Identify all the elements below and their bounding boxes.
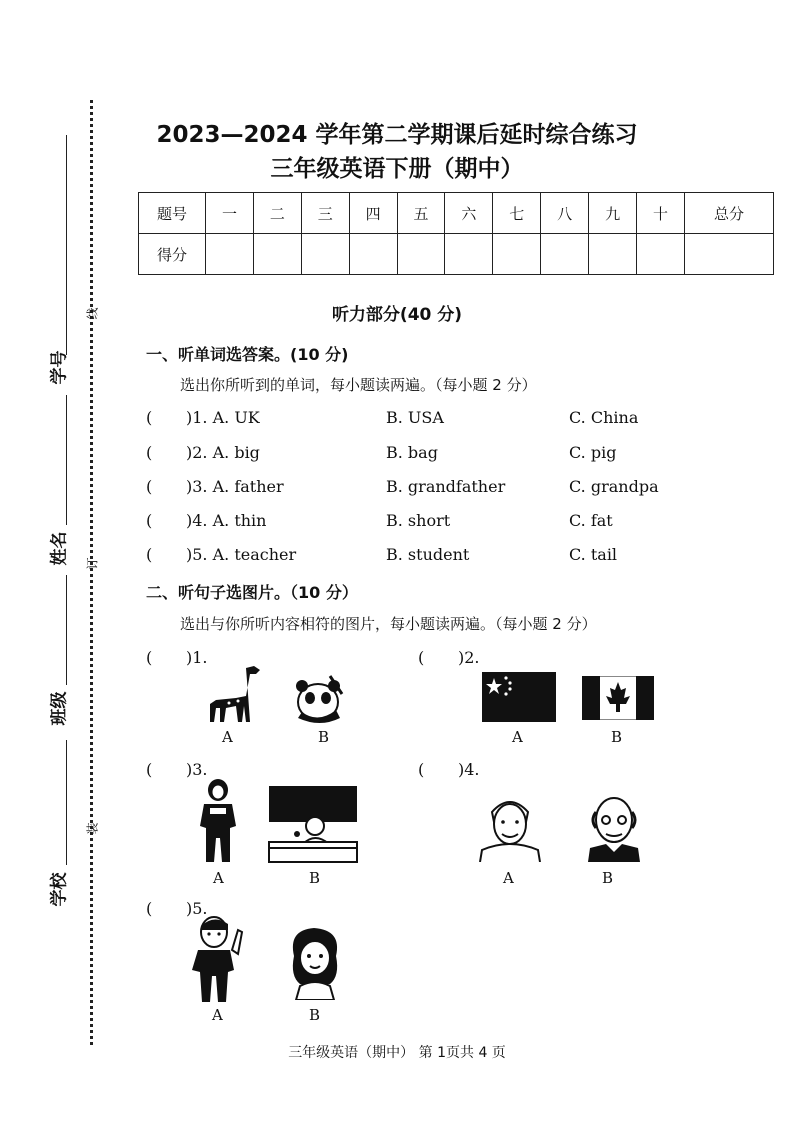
option-a-label: A bbox=[503, 869, 514, 887]
section1-instruction: 选出你所听到的单词，每小题读两遍。（每小题 2 分） bbox=[180, 376, 537, 394]
panda-icon bbox=[290, 672, 348, 724]
question-4-option-b: B. short bbox=[386, 511, 451, 530]
table-cell: 题号 bbox=[139, 193, 206, 234]
old-man-icon bbox=[584, 790, 644, 862]
exam-subtitle: 三年级英语下册（期中） bbox=[270, 156, 524, 182]
option-b-label: B bbox=[309, 1006, 321, 1024]
section2-instruction: 选出与你所听内容相符的图片，每小题读两遍。（每小题 2 分） bbox=[180, 615, 597, 633]
question-1-option-a: )1. A. UK bbox=[186, 408, 260, 427]
option-b-label: B bbox=[611, 728, 623, 746]
binding-mark-line: 线 bbox=[85, 307, 100, 320]
section1-title: 一、听单词选答案。(10 分) bbox=[146, 345, 349, 364]
score-cell[interactable] bbox=[397, 234, 445, 275]
student-id-label: 学号 bbox=[49, 350, 70, 385]
answer-paren: ( bbox=[146, 899, 153, 918]
name-line bbox=[66, 395, 67, 525]
answer-paren: ( bbox=[418, 760, 425, 779]
answer-paren: ( bbox=[146, 477, 153, 496]
teacher-at-desk-icon bbox=[267, 784, 359, 864]
picture-question-4-number: )4. bbox=[458, 760, 480, 779]
answer-paren: ( bbox=[146, 443, 153, 462]
score-cell[interactable] bbox=[253, 234, 301, 275]
option-b-label: B bbox=[318, 728, 330, 746]
score-table-header-row bbox=[139, 193, 774, 234]
score-cell[interactable] bbox=[541, 234, 589, 275]
answer-paren: ( bbox=[146, 511, 153, 530]
class-line bbox=[66, 575, 67, 685]
score-cell[interactable] bbox=[493, 234, 541, 275]
school-label: 学校 bbox=[49, 872, 70, 907]
table-cell: 二 bbox=[253, 193, 301, 234]
binding-mark-staple: 订 bbox=[85, 557, 100, 570]
question-2-option-c: C. pig bbox=[569, 443, 617, 462]
option-a-label: A bbox=[212, 1006, 223, 1024]
class-label: 班级 bbox=[49, 691, 70, 726]
table-cell: 八 bbox=[541, 193, 589, 234]
woman-icon bbox=[196, 778, 242, 864]
table-cell: 十 bbox=[637, 193, 685, 234]
score-cell[interactable] bbox=[301, 234, 349, 275]
question-1-option-c: C. China bbox=[569, 408, 639, 427]
score-cell[interactable] bbox=[349, 234, 397, 275]
section2-title: 二、听句子选图片。（10 分） bbox=[146, 583, 358, 602]
table-cell: 七 bbox=[493, 193, 541, 234]
binding-mark-bind: 装 bbox=[85, 822, 100, 835]
option-a-label: A bbox=[512, 728, 523, 746]
question-5-option-a: )5. A. teacher bbox=[186, 545, 297, 564]
option-a-label: A bbox=[213, 869, 224, 887]
picture-question-3-number: )3. bbox=[186, 760, 208, 779]
picture-question-5-number: )5. bbox=[186, 899, 208, 918]
question-3-option-a: )3. A. father bbox=[186, 477, 284, 496]
answer-paren: ( bbox=[146, 408, 153, 427]
girl-icon bbox=[286, 926, 344, 1000]
table-cell: 总分 bbox=[685, 193, 774, 234]
picture-question-2-number: )2. bbox=[458, 648, 480, 667]
boy-icon bbox=[188, 914, 248, 1004]
score-cell[interactable] bbox=[685, 234, 774, 275]
score-cell[interactable] bbox=[206, 234, 254, 275]
option-b-label: B bbox=[602, 869, 614, 887]
question-2-option-a: )2. A. big bbox=[186, 443, 260, 462]
table-cell: 四 bbox=[349, 193, 397, 234]
binding-dotted-line bbox=[90, 100, 93, 1045]
table-cell: 三 bbox=[301, 193, 349, 234]
question-5-option-b: B. student bbox=[386, 545, 470, 564]
answer-paren: ( bbox=[146, 545, 153, 564]
question-2-option-b: B. bag bbox=[386, 443, 438, 462]
question-3-option-c: C. grandpa bbox=[569, 477, 659, 496]
table-cell: 得分 bbox=[139, 234, 206, 275]
name-label: 姓名 bbox=[49, 531, 70, 566]
score-cell[interactable] bbox=[589, 234, 637, 275]
young-man-icon bbox=[478, 794, 542, 862]
listening-heading: 听力部分(40 分) bbox=[331, 305, 463, 325]
table-cell: 一 bbox=[206, 193, 254, 234]
question-3-option-b: B. grandfather bbox=[386, 477, 506, 496]
question-4-option-a: )4. A. thin bbox=[186, 511, 267, 530]
option-a-label: A bbox=[222, 728, 233, 746]
canada-flag-icon bbox=[582, 676, 654, 720]
question-4-option-c: C. fat bbox=[569, 511, 613, 530]
china-flag-icon bbox=[482, 672, 556, 722]
score-table bbox=[138, 192, 774, 275]
answer-paren: ( bbox=[146, 648, 153, 667]
page-footer: 三年级英语（期中） 第 1页共 4 页 bbox=[288, 1045, 506, 1061]
answer-paren: ( bbox=[146, 760, 153, 779]
table-cell: 六 bbox=[445, 193, 493, 234]
score-cell[interactable] bbox=[445, 234, 493, 275]
table-cell: 五 bbox=[397, 193, 445, 234]
school-line bbox=[66, 740, 67, 865]
score-cell[interactable] bbox=[637, 234, 685, 275]
question-1-option-b: B. USA bbox=[386, 408, 444, 427]
table-cell: 九 bbox=[589, 193, 637, 234]
score-table-score-row bbox=[139, 234, 774, 275]
question-5-option-c: C. tail bbox=[569, 545, 618, 564]
picture-question-1-number: )1. bbox=[186, 648, 208, 667]
answer-paren: ( bbox=[418, 648, 425, 667]
option-b-label: B bbox=[309, 869, 321, 887]
giraffe-icon bbox=[202, 664, 270, 726]
exam-title: 2023—2024 学年第二学期课后延时综合练习 bbox=[156, 122, 638, 148]
